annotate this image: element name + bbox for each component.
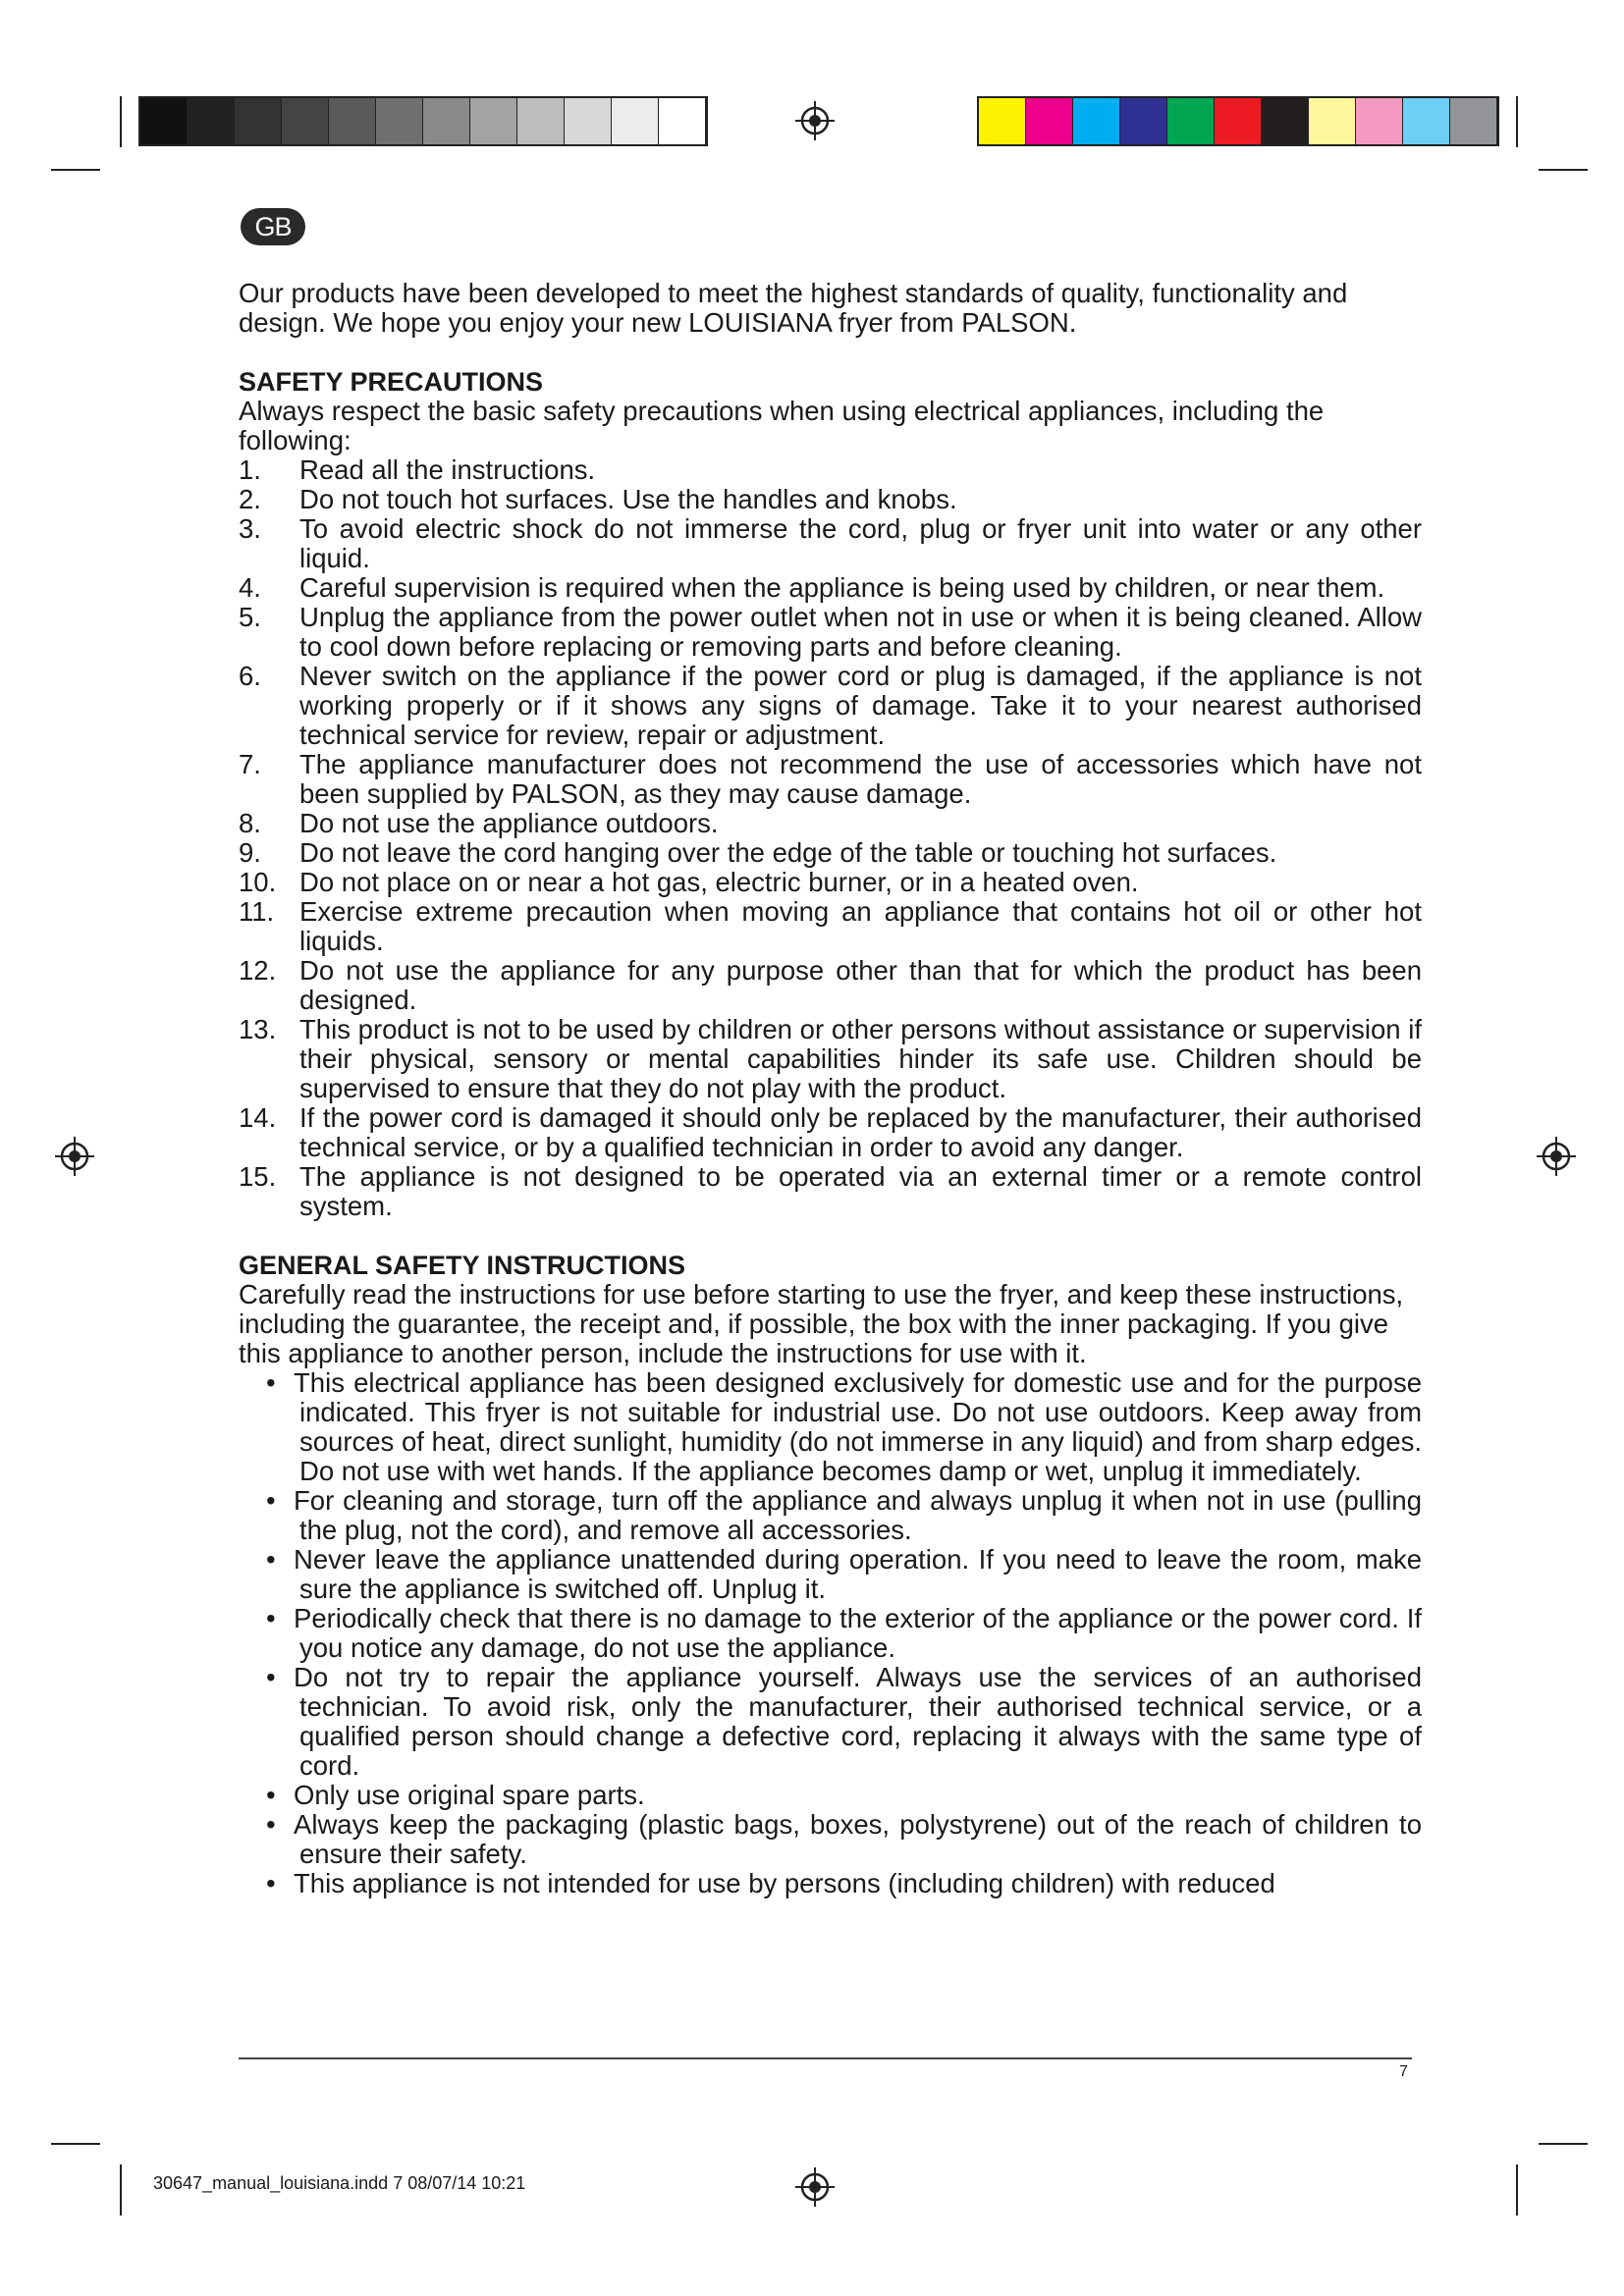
item-number: 5. — [239, 602, 261, 632]
item-text: Careful supervision is required when the appliance is being used by children, or near them. — [299, 572, 1385, 603]
bullet-icon: • — [266, 1780, 276, 1810]
list-item — [239, 809, 1422, 838]
item-number: 12. — [239, 955, 277, 986]
section-heading: SAFETY PRECAUTIONS — [239, 367, 544, 397]
item-text: Do not use the appliance outdoors. — [299, 808, 719, 838]
item-text: Never switch on the appliance if the power cord or plug is damaged, if the appliance is not working properly or if it shows any signs of damage. Take it to your nearest authorised technical service for review, repair or adjustment. — [299, 661, 1422, 750]
color-control-strip — [977, 96, 1499, 146]
page-number: 7 — [1399, 2063, 1408, 2080]
crop-mark — [51, 169, 100, 171]
list-item — [239, 838, 1422, 868]
item-text: Exercise extreme precaution when moving an appliance that contains hot oil or other hot liquids. — [299, 896, 1422, 956]
item-number: 8. — [239, 808, 261, 838]
list-item — [239, 603, 1422, 662]
list-item — [239, 1486, 1422, 1545]
section-lead: Carefully read the instructions for use before starting to use the fryer, and keep these instructions, including the guarantee, the receipt and, if possible, the box with the inner packaging. If you give this appliance to another person, include the instructions for use with it. — [239, 1279, 1404, 1368]
color-swatch — [612, 98, 659, 144]
crop-mark — [1516, 96, 1518, 147]
list-item — [239, 897, 1422, 956]
grayscale-control-strip — [138, 96, 708, 146]
list-item — [239, 1663, 1422, 1781]
general-safety-section — [239, 1251, 1422, 1898]
item-number: 2. — [239, 484, 261, 514]
color-swatch — [1262, 98, 1309, 144]
item-text: Periodically check that there is no damage to the exterior of the appliance or the power cord. If you notice any damage, do not use the appliance. — [294, 1603, 1422, 1663]
color-swatch — [1120, 98, 1167, 144]
color-swatch — [1403, 98, 1450, 144]
safety-precautions-section — [239, 367, 1422, 1221]
item-text: Do not leave the cord hanging over the edge of the table or touching hot surfaces. — [299, 837, 1277, 868]
item-text: Do not touch hot surfaces. Use the handles and knobs. — [299, 484, 957, 514]
item-number: 13. — [239, 1014, 277, 1044]
list-item — [239, 485, 1422, 514]
item-text: To avoid electric shock do not immerse the cord, plug or fryer unit into water or any other liquid. — [299, 513, 1422, 573]
item-number: 3. — [239, 513, 261, 544]
color-swatch — [979, 98, 1026, 144]
item-text: Only use original spare parts. — [294, 1780, 645, 1810]
list-item — [239, 956, 1422, 1015]
crop-mark — [120, 96, 122, 147]
item-text: This appliance is not intended for use by persons (including children) with reduced — [294, 1868, 1275, 1898]
list-item — [239, 1162, 1422, 1221]
color-swatch — [282, 98, 329, 144]
footer-rule — [239, 2057, 1412, 2059]
registration-mark-icon — [1537, 1137, 1576, 1176]
list-item — [239, 750, 1422, 809]
color-swatch — [565, 98, 612, 144]
color-swatch — [1450, 98, 1497, 144]
crop-mark — [1539, 169, 1588, 171]
color-swatch — [376, 98, 423, 144]
item-text: The appliance manufacturer does not recommend the use of accessories which have not been supplied by PALSON, as they may cause damage. — [299, 749, 1422, 809]
item-text: This product is not to be used by children or other persons without assistance or supervision if their physical, sensory or mental capabilities hinder its safe use. Children should be supervised to ensure that they do not play with the product. — [299, 1014, 1422, 1103]
list-item — [239, 1015, 1422, 1103]
list-item — [239, 455, 1422, 485]
list-item — [239, 1545, 1422, 1604]
list-item — [239, 1368, 1422, 1486]
crop-mark — [1516, 2164, 1518, 2216]
list-item — [239, 1604, 1422, 1663]
item-number: 1. — [239, 454, 261, 485]
language-badge: GB — [241, 208, 305, 245]
color-swatch — [470, 98, 517, 144]
list-item — [239, 514, 1422, 573]
color-swatch — [517, 98, 565, 144]
bullet-icon: • — [266, 1367, 276, 1398]
color-swatch — [235, 98, 282, 144]
crop-mark — [120, 2164, 122, 2216]
intro-paragraph: Our products have been developed to meet the highest standards of quality, functionality and design. We hope you enjoy your new LOUISIANA fryer from PALSON. — [239, 278, 1348, 338]
item-text: The appliance is not designed to be operated via an external timer or a remote control system. — [299, 1161, 1422, 1221]
list-item — [239, 1869, 1422, 1898]
manual-body — [239, 279, 1422, 1928]
item-number: 6. — [239, 661, 261, 691]
item-number: 11. — [239, 896, 275, 927]
bullet-icon: • — [266, 1603, 276, 1633]
color-swatch — [1356, 98, 1403, 144]
print-slug: 30647_manual_louisiana.indd 7 08/07/14 10:21 — [153, 2173, 526, 2193]
registration-mark-icon — [795, 2167, 835, 2207]
bullet-icon: • — [266, 1809, 276, 1840]
item-text: If the power cord is damaged it should only be replaced by the manufacturer, their authorised technical service, or by a qualified technician in order to avoid any danger. — [299, 1102, 1422, 1162]
list-item — [239, 573, 1422, 603]
color-swatch — [1073, 98, 1120, 144]
color-swatch — [659, 98, 706, 144]
color-swatch — [1309, 98, 1356, 144]
item-text: Always keep the packaging (plastic bags, boxes, polystyrene) out of the reach of children to ensure their safety. — [294, 1809, 1422, 1869]
registration-mark-icon — [55, 1137, 94, 1176]
crop-mark — [1539, 2143, 1588, 2145]
list-item — [239, 1781, 1422, 1810]
general-safety-list — [239, 1368, 1422, 1898]
list-item — [239, 868, 1422, 897]
crop-mark — [51, 2143, 100, 2145]
safety-precautions-list — [239, 455, 1422, 1221]
item-number: 15. — [239, 1161, 277, 1192]
item-number: 10. — [239, 867, 277, 897]
color-swatch — [1026, 98, 1073, 144]
color-swatch — [423, 98, 470, 144]
section-heading: GENERAL SAFETY INSTRUCTIONS — [239, 1251, 686, 1280]
item-text: Read all the instructions. — [299, 454, 596, 485]
registration-mark-icon — [795, 101, 835, 140]
item-text: Never leave the appliance unattended during operation. If you need to leave the room, make sure the appliance is switched off. Unplug it. — [294, 1544, 1422, 1604]
bullet-icon: • — [266, 1662, 276, 1692]
color-swatch — [1167, 98, 1215, 144]
bullet-icon: • — [266, 1485, 276, 1516]
item-number: 7. — [239, 749, 261, 779]
bullet-icon: • — [266, 1544, 276, 1575]
color-swatch — [140, 98, 188, 144]
item-number: 9. — [239, 837, 261, 868]
item-text: Do not try to repair the appliance yourself. Always use the services of an authorised technician. To avoid risk, only the manufacturer, their authorised technical service, or a qualified person should change a defective cord, replacing it always with the same type of cord. — [294, 1662, 1422, 1781]
list-item — [239, 1810, 1422, 1869]
item-text: For cleaning and storage, turn off the appliance and always unplug it when not in use (pulling the plug, not the cord), and remove all accessories. — [294, 1485, 1422, 1545]
list-item — [239, 1103, 1422, 1162]
list-item — [239, 662, 1422, 750]
item-text: Unplug the appliance from the power outlet when not in use or when it is being cleaned. Allow to cool down before replacing or removing parts and before cleaning. — [299, 602, 1422, 662]
item-text: Do not place on or near a hot gas, electric burner, or in a heated oven. — [299, 867, 1139, 897]
item-number: 14. — [239, 1102, 277, 1133]
item-text: This electrical appliance has been designed exclusively for domestic use and for the purpose indicated. This fryer is not suitable for industrial use. Do not use outdoors. Keep away from sources of heat, direct sunlight, humidity (do not immerse in any liquid) and from sharp edges. Do not use with wet hands. If the appliance becomes damp or wet, unplug it immediately. — [294, 1367, 1422, 1486]
section-lead: Always respect the basic safety precautions when using electrical appliances, including the following: — [239, 396, 1325, 455]
item-text: Do not use the appliance for any purpose other than that for which the product has been designed. — [299, 955, 1422, 1015]
bullet-icon: • — [266, 1868, 276, 1898]
color-swatch — [329, 98, 376, 144]
item-number: 4. — [239, 572, 261, 603]
color-swatch — [1215, 98, 1262, 144]
color-swatch — [188, 98, 235, 144]
